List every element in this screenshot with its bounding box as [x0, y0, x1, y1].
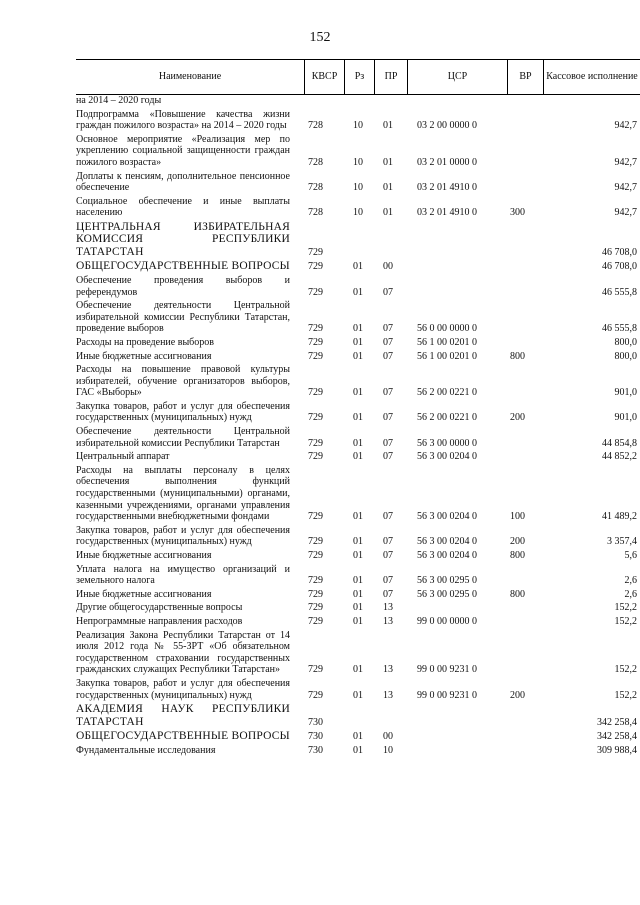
row-name: Иные бюджетные ассигнования [76, 350, 212, 362]
row-amount: 3 357,4 [607, 536, 637, 548]
table-row [76, 260, 640, 273]
header-name: Наименование [158, 71, 222, 82]
row-name: Социальное обеспечение и иные выплаты населению [76, 195, 290, 219]
row-rz: 01 [353, 689, 363, 701]
row-rz: 10 [353, 120, 363, 132]
row-kvsr: 729 [308, 602, 323, 614]
row-name: Закупка товаров, работ и услуг для обеспечения государственных (муниципальных) нужд [76, 677, 290, 701]
row-rz: 01 [353, 615, 363, 627]
row-name: Основное мероприятие «Реализация мер по укреплению социальной защищенности граждан пожилого возраста» [76, 133, 290, 168]
table-row [76, 196, 640, 219]
row-pr: 07 [383, 575, 393, 587]
row-name: Обеспечение проведения выборов и референдумов [76, 274, 290, 298]
row-kvsr: 729 [308, 286, 323, 298]
row-pr: 07 [383, 323, 393, 335]
table-row [76, 678, 640, 701]
row-pr: 07 [383, 437, 393, 449]
table-row [76, 275, 640, 298]
row-kvsr: 729 [308, 536, 323, 548]
row-pr: 07 [383, 588, 393, 600]
row-kvsr: 728 [308, 120, 323, 132]
row-rz: 01 [353, 387, 363, 399]
row-csr: 56 3 00 0204 0 [417, 550, 477, 561]
row-rz: 01 [353, 437, 363, 449]
row-name: Иные бюджетные ассигнования [76, 550, 212, 561]
row-csr: 56 2 00 0221 0 [417, 387, 477, 399]
row-name: Обеспечение деятельности Центральной избирательной комиссии Республики Татарстан, проведение выборов [76, 300, 290, 335]
row-pr: 13 [383, 615, 393, 627]
row-name: Расходы на повышение правовой культуры избирателей, обучение организаторов выборов, ГАС «Выборы» [76, 364, 290, 399]
row-amount: 46 555,8 [602, 323, 637, 335]
table-row [76, 337, 640, 349]
row-pr: 07 [383, 451, 393, 463]
table-body [76, 93, 640, 756]
row-name: Центральный аппарат [76, 451, 170, 463]
row-rz: 10 [353, 207, 363, 219]
row-csr: 56 1 00 0201 0 [417, 350, 477, 362]
header-kvsr: КВСР [304, 60, 344, 94]
row-rz: 01 [353, 261, 363, 273]
table-row [76, 616, 640, 628]
row-name: Реализация Закона Республики Татарстан от 14 июля 2012 года № 55-ЗРТ «Об обязательном государственном страховании государственных гражданских служащих Республики Татарстан» [76, 629, 290, 676]
header-amount: Кассовое исполнение [543, 60, 640, 94]
row-amount: 901,0 [614, 387, 637, 399]
row-rz: 01 [353, 575, 363, 587]
row-name: Фундаментальные исследования [76, 744, 216, 756]
row-pr: 01 [383, 207, 393, 219]
row-kvsr: 729 [308, 437, 323, 449]
row-pr: 00 [383, 261, 393, 273]
row-amount: 800,0 [614, 350, 637, 362]
row-amount: 152,2 [614, 602, 637, 614]
row-name: Расходы на проведение выборов [76, 336, 214, 348]
row-kvsr: 729 [308, 550, 323, 561]
row-csr: 56 3 00 0000 0 [417, 437, 477, 449]
page-number: 152 [309, 30, 331, 45]
row-name: на 2014 – 2020 годы [76, 95, 162, 106]
row-pr: 13 [383, 664, 393, 676]
row-csr: 56 3 00 0295 0 [417, 588, 477, 600]
row-csr: 99 0 00 9231 0 [417, 689, 477, 701]
row-rz: 01 [353, 323, 363, 335]
row-name: Иные бюджетные ассигнования [76, 588, 212, 600]
row-pr: 01 [383, 156, 393, 168]
row-amount: 800,0 [614, 336, 637, 348]
row-amount: 309 988,4 [597, 744, 637, 756]
row-rz: 01 [353, 350, 363, 362]
row-kvsr: 729 [308, 588, 323, 600]
row-name: Обеспечение деятельности Центральной избирательной комиссии Республики Татарстан [76, 426, 290, 449]
row-name: ОБЩЕГОСУДАРСТВЕННЫЕ ВОПРОСЫ [76, 260, 290, 273]
table-row [76, 703, 640, 728]
table-row [76, 134, 640, 169]
row-pr: 07 [383, 350, 393, 362]
row-vr: 200 [510, 412, 525, 424]
row-kvsr: 728 [308, 182, 323, 194]
row-rz: 10 [353, 182, 363, 194]
row-name: Закупка товаров, работ и услуг для обеспечения государственных (муниципальных) нужд [76, 524, 290, 548]
row-pr: 07 [383, 412, 393, 424]
table-row [76, 401, 640, 424]
table-row [76, 426, 640, 449]
row-csr: 03 2 01 4910 0 [417, 207, 477, 219]
row-rz: 01 [353, 588, 363, 600]
row-kvsr: 729 [308, 323, 323, 335]
row-amount: 2,6 [624, 575, 637, 587]
table-row [76, 171, 640, 194]
table-row [76, 602, 640, 614]
row-pr: 10 [383, 744, 393, 756]
row-pr: 07 [383, 550, 393, 561]
row-amount: 44 854,8 [602, 437, 637, 449]
row-kvsr: 729 [308, 689, 323, 701]
row-kvsr: 730 [308, 731, 323, 743]
row-kvsr: 729 [308, 387, 323, 399]
row-name: Непрограммные направления расходов [76, 615, 243, 627]
row-amount: 942,7 [614, 207, 637, 219]
row-amount: 2,6 [624, 588, 637, 600]
table-row [76, 745, 640, 757]
row-vr: 800 [510, 350, 525, 362]
row-rz: 01 [353, 602, 363, 614]
row-rz: 01 [353, 664, 363, 676]
row-kvsr: 729 [308, 664, 323, 676]
row-csr: 03 2 01 0000 0 [417, 156, 477, 168]
row-kvsr: 729 [308, 246, 323, 258]
row-pr: 00 [383, 731, 393, 743]
row-vr: 100 [510, 511, 525, 523]
row-pr: 07 [383, 336, 393, 348]
row-amount: 46 708,0 [602, 261, 637, 273]
row-pr: 07 [383, 511, 393, 523]
row-kvsr: 729 [308, 336, 323, 348]
table-row [76, 351, 640, 363]
row-amount: 942,7 [614, 156, 637, 168]
header-csr: ЦСР [407, 60, 507, 94]
header-vr: ВР [507, 60, 543, 94]
table-row [76, 300, 640, 335]
row-amount: 342 258,4 [597, 716, 637, 728]
row-kvsr: 729 [308, 412, 323, 424]
row-csr: 03 2 00 0000 0 [417, 120, 477, 132]
row-name: Уплата налога на имущество организаций и земельного налога [76, 563, 290, 587]
row-pr: 13 [383, 602, 393, 614]
row-csr: 56 3 00 0204 0 [417, 536, 477, 548]
row-kvsr: 729 [308, 451, 323, 463]
row-rz: 01 [353, 744, 363, 756]
row-amount: 5,6 [624, 550, 637, 561]
row-rz: 01 [353, 336, 363, 348]
row-kvsr: 728 [308, 156, 323, 168]
row-pr: 13 [383, 689, 393, 701]
row-csr: 03 2 01 4910 0 [417, 182, 477, 194]
row-rz: 10 [353, 156, 363, 168]
row-csr: 56 3 00 0204 0 [417, 511, 477, 523]
row-rz: 01 [353, 536, 363, 548]
table-row [76, 564, 640, 587]
row-amount: 152,2 [614, 615, 637, 627]
row-kvsr: 729 [308, 511, 323, 523]
row-csr: 56 2 00 0221 0 [417, 412, 477, 424]
table-row [76, 525, 640, 548]
table-row [76, 730, 640, 743]
row-vr: 800 [510, 550, 525, 561]
table-row [76, 364, 640, 399]
table-row [76, 630, 640, 676]
row-csr: 56 0 00 0000 0 [417, 323, 477, 335]
row-kvsr: 729 [308, 615, 323, 627]
row-name: Доплаты к пенсиям, дополнительное пенсионное обеспечение [76, 170, 290, 194]
row-amount: 942,7 [614, 182, 637, 194]
row-amount: 901,0 [614, 412, 637, 424]
row-name: Другие общегосударственные вопросы [76, 602, 243, 614]
table-row [76, 451, 640, 463]
row-amount: 152,2 [614, 664, 637, 676]
row-vr: 300 [510, 207, 525, 219]
row-kvsr: 729 [308, 261, 323, 273]
row-rz: 01 [353, 511, 363, 523]
row-pr: 07 [383, 387, 393, 399]
row-rz: 01 [353, 286, 363, 298]
row-name: ЦЕНТРАЛЬНАЯ ИЗБИРАТЕЛЬНАЯ КОМИССИЯ РЕСПУБЛИКИ ТАТАРСТАН [76, 220, 290, 258]
table-row [76, 589, 640, 601]
row-name: Закупка товаров, работ и услуг для обеспечения государственных (муниципальных) нужд [76, 400, 290, 424]
table-header [76, 59, 640, 95]
row-kvsr: 729 [308, 350, 323, 362]
row-name: Подпрограмма «Повышение качества жизни граждан пожилого возраста» на 2014 – 2020 годы [76, 108, 290, 132]
row-kvsr: 728 [308, 207, 323, 219]
row-csr: 56 3 00 0295 0 [417, 575, 477, 587]
row-csr: 99 0 00 0000 0 [417, 615, 477, 627]
table-row [76, 221, 640, 259]
header-pr: ПР [374, 60, 407, 94]
row-rz: 01 [353, 412, 363, 424]
row-name: АКАДЕМИЯ НАУК РЕСПУБЛИКИ ТАТАРСТАН [76, 703, 290, 728]
row-amount: 46 708,0 [602, 246, 637, 258]
row-rz: 01 [353, 731, 363, 743]
row-csr: 56 3 00 0204 0 [417, 451, 477, 463]
row-kvsr: 729 [308, 575, 323, 587]
row-amount: 342 258,4 [597, 731, 637, 743]
table-row [76, 109, 640, 132]
row-amount: 152,2 [614, 689, 637, 701]
row-vr: 800 [510, 588, 525, 600]
row-pr: 01 [383, 182, 393, 194]
row-rz: 01 [353, 550, 363, 561]
row-vr: 200 [510, 689, 525, 701]
row-kvsr: 730 [308, 744, 323, 756]
row-csr: 56 1 00 0201 0 [417, 336, 477, 348]
table-row [76, 465, 640, 523]
table-row [76, 95, 640, 107]
row-pr: 01 [383, 120, 393, 132]
row-pr: 07 [383, 286, 393, 298]
row-pr: 07 [383, 536, 393, 548]
header-rz: Рз [344, 60, 374, 94]
table-row [76, 550, 640, 562]
row-csr: 99 0 00 9231 0 [417, 664, 477, 676]
row-vr: 200 [510, 536, 525, 548]
row-name: ОБЩЕГОСУДАРСТВЕННЫЕ ВОПРОСЫ [76, 730, 290, 743]
row-amount: 41 489,2 [602, 511, 637, 523]
row-amount: 44 852,2 [602, 451, 637, 463]
row-amount: 942,7 [614, 120, 637, 132]
row-rz: 01 [353, 451, 363, 463]
row-name: Расходы на выплаты персоналу в целях обеспечения выполнения функций государственными (муниципальными) органами, казенными учреждениями, органами управления государственными внебюджетными фондами [76, 464, 290, 523]
row-kvsr: 730 [308, 716, 323, 728]
row-amount: 46 555,8 [602, 286, 637, 298]
